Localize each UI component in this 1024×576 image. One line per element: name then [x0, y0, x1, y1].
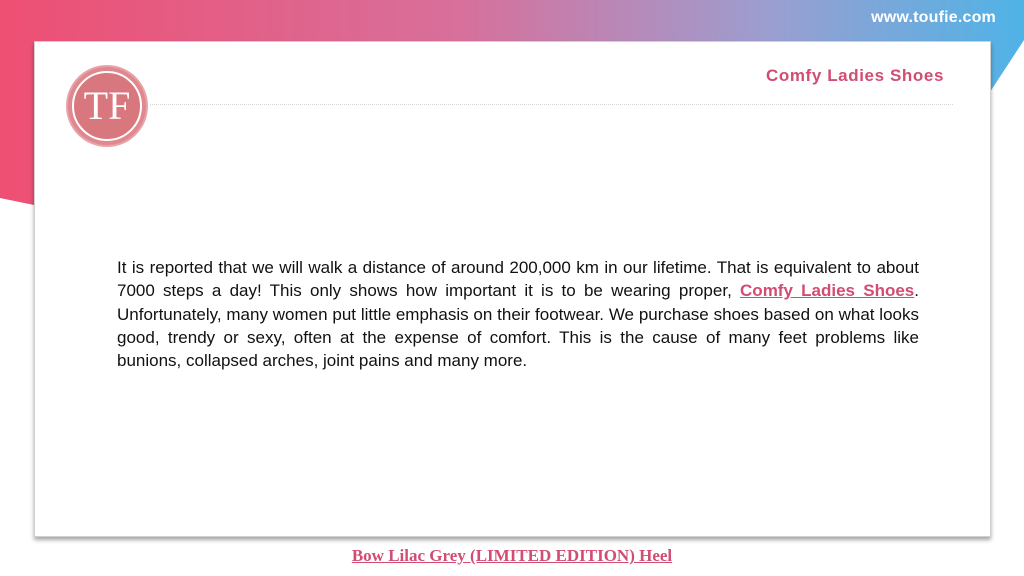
- paragraph-text-2: . Unfortunately, many women put little emphasis on their footwear. We purchase shoes based on what looks good, trendy or sexy, often at the expense of comfort. This is the cause of many feet problems like bunions, collapsed arches, joint pains and many more.: [117, 281, 919, 371]
- comfy-ladies-shoes-link[interactable]: Comfy Ladies Shoes: [740, 281, 915, 301]
- page-title: Comfy Ladies Shoes: [765, 66, 944, 85]
- brand-logo[interactable]: [68, 67, 146, 145]
- paragraph-text-1: It is reported that we will walk a distance of around 200,000 km in our lifetime. That is equivalent to about 7000 steps a day! This only shows how important it is to be wearing proper,: [117, 258, 919, 301]
- header-divider: [150, 104, 953, 105]
- logo-monogram: [74, 73, 140, 139]
- bow-lilac-grey-heel-link[interactable]: Bow Lilac Grey (LIMITED EDITION) Heel: [351, 546, 673, 565]
- footer: [0, 546, 1024, 566]
- article-paragraph: [117, 256, 919, 372]
- logo-letters: TF: [83, 83, 131, 128]
- logo-ring: [72, 71, 142, 141]
- site-url[interactable]: www.toufie.com: [871, 9, 996, 26]
